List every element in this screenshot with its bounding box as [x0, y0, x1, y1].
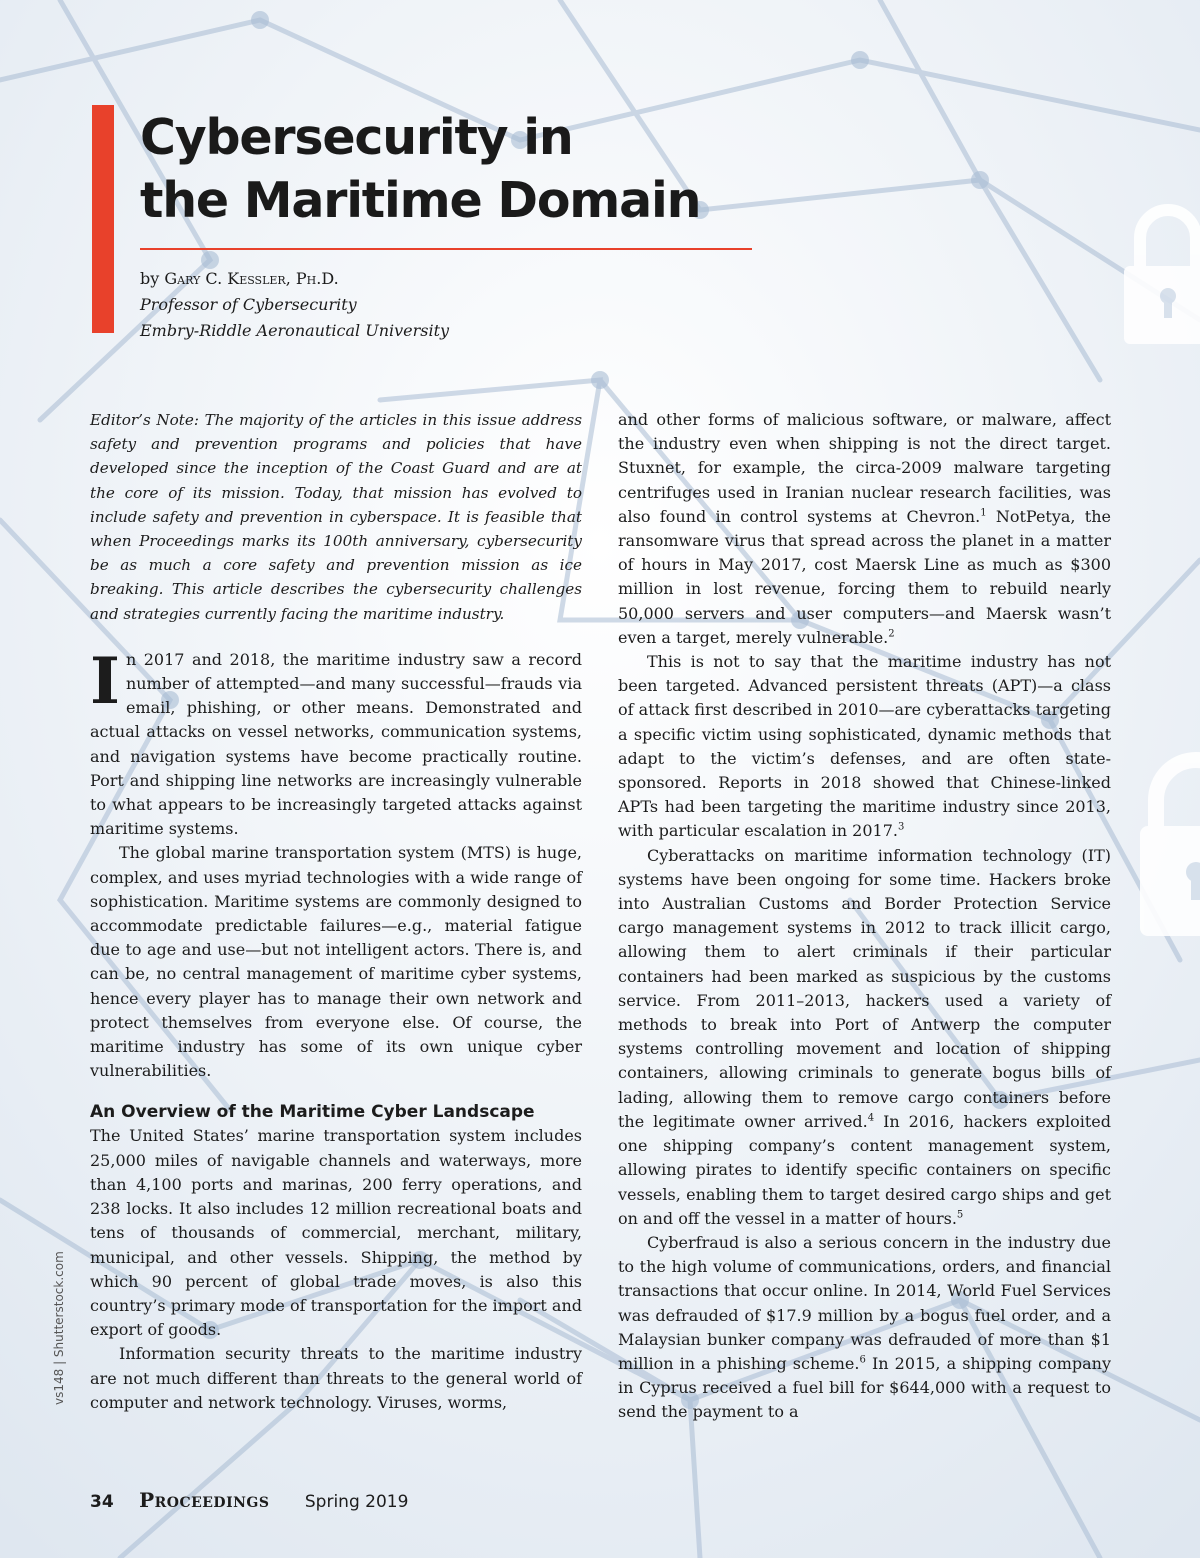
publication-name: Proceedings	[139, 1488, 270, 1512]
body-text: This is not to say that the maritime industry has not been targeted. Advanced persistent threats (APT)—a class of attack first described in 2010—are cyberattacks targeting a specific victim using sophisticated, dynamic methods that adapt to the victim’s defenses, and are often state-sponsored. Reports in 2018 showed that Chinese-linked APTs had been targeting the maritime industry since 2013, with particular escalation in 2017.	[618, 652, 1111, 841]
title-accent-bar	[92, 105, 114, 333]
author-affiliation: Embry-Riddle Aeronautical University	[140, 321, 450, 340]
article-title	[140, 106, 780, 232]
body-paragraph	[618, 650, 1111, 844]
page-footer	[90, 1488, 408, 1512]
title-rule	[140, 248, 752, 250]
author-name: Gary C. Kessler, Ph.D.	[164, 269, 339, 288]
editors-note: Editor’s Note: The majority of the articles in this issue address safety and prevention programs and policies that have developed since the inception of the Coast Guard and are at the core of its mission. Today, that mission has evolved to include safety and prevention in cyberspace. It is feasible that when Proceedings marks its 100th anniversary, cybersecurity be as much a core safety and prevention mission as ice breaking. This article describes the cybersecurity challenges and strategies currently facing the maritime industry.	[90, 411, 582, 623]
author-role: Professor of Cybersecurity	[140, 295, 357, 314]
footnote-marker: 1	[980, 507, 987, 519]
left-column	[90, 408, 582, 1415]
page-number: 34	[90, 1492, 114, 1512]
byline	[140, 266, 449, 344]
photo-credit: vs148 | Shutterstock.com	[52, 1251, 66, 1405]
drop-cap: I	[90, 643, 120, 719]
body-text: n 2017 and 2018, the maritime industry saw a record number of attempted—and many successful—frauds via email, phishing, or other means. Demonstrated and actual attacks on vessel networks, communication systems, and navigation systems have become practically routine. Port and shipping line networks are increasingly vulnerable to what appears to be increasingly targeted attacks against maritime systems.	[90, 649, 582, 839]
footnote-marker: 6	[859, 1354, 866, 1366]
body-text: In 2015, a shipping company in Cyprus received a fuel bill for $644,000 with a request to send the payment to a	[618, 1353, 1111, 1422]
section-heading: An Overview of the Maritime Cyber Landscape	[90, 1102, 535, 1123]
body-text: and other forms of malicious software, or malware, affect the industry even when shipping is not the direct target. Stuxnet, for example, the circa-2009 malware targeting centrifuges used in Iranian nuclear research facilities, was also found in control systems at Chevron.	[618, 410, 1111, 526]
body-text: In 2016, hackers exploited one shipping company’s content management system, allowing pirates to identify specific containers on specific vessels, enabling them to target desired cargo ships and get on and off the vessel in a matter of hours.	[618, 1111, 1111, 1228]
body-paragraph: Information security threats to the maritime industry are not much different than threats to the general world of computer and network technology. Viruses, worms,	[90, 1344, 582, 1412]
body-paragraph: The United States’ marine transportation system includes 25,000 miles of navigable channels and waterways, more than 4,100 ports and marinas, 200 ferry operations, and 238 locks. It also includes 12 million recreational boats and tens of thousands of commercial, merchant, military, municipal, and other vessels. Shipping, the method by which 90 percent of global trade moves, is also this country’s primary mode of transportation for the import and export of goods.	[90, 1126, 582, 1340]
right-column	[618, 408, 1111, 1425]
footnote-marker: 4	[867, 1112, 875, 1124]
body-text: Cyberfraud is also a serious concern in the industry due to the high volume of communications, orders, and financial transactions that occur online. In 2014, World Fuel Services was defrauded of $17.9 million by a bogus fuel order, and a Malaysian bunker company was defrauded of more than $1 million in a phishing scheme.	[618, 1232, 1111, 1373]
body-paragraph	[90, 643, 582, 842]
issue-date: Spring 2019	[304, 1492, 409, 1512]
footnote-marker: 3	[897, 822, 905, 834]
body-paragraph	[618, 408, 1111, 650]
body-paragraph: The global marine transportation system (MTS) is huge, complex, and uses myriad technologies with a wide range of sophistication. Maritime systems are commonly designed to accommodate predictable failures—e.g., material fatigue due to age and use—but not intelligent actors. There is, and can be, no central management of maritime cyber systems, hence every player has to manage their own network and protect themselves from everyone else. Of course, the maritime industry has some of its own unique cyber vulnerabilities.	[90, 843, 582, 1081]
title-line-2: the Maritime Domain	[140, 172, 701, 229]
body-text: Cyberattacks on maritime information technology (IT) systems have been ongoing for some time. Hackers broke into Australian Customs and Border Protection Service cargo management systems in 2012 to track illicit cargo, allowing them to alert criminals if their particular containers had been marked as suspicious by the customs service. From 2011–2013, hackers used a variety of methods to break into Port of Antwerp the computer systems controlling movement and location of shipping containers, allowing criminals to generate bogus bills of lading, allowing them to remove cargo containers before the legitimate owner arrived.	[618, 845, 1111, 1131]
title-line-1: Cybersecurity in	[140, 109, 573, 166]
footnote-marker: 2	[888, 628, 895, 640]
body-paragraph	[618, 1231, 1111, 1425]
body-paragraph	[618, 844, 1111, 1231]
byline-prefix: by	[140, 269, 165, 288]
body-text: NotPetya, the ransomware virus that spread across the planet in a matter of hours in May 2017, cost Maersk Line as much as $300 million in lost revenue, forcing them to rebuild nearly 50,000 servers and user computers—and Maersk wasn’t even a target, merely vulnerable.	[618, 506, 1111, 647]
footnote-marker: 5	[956, 1209, 964, 1221]
